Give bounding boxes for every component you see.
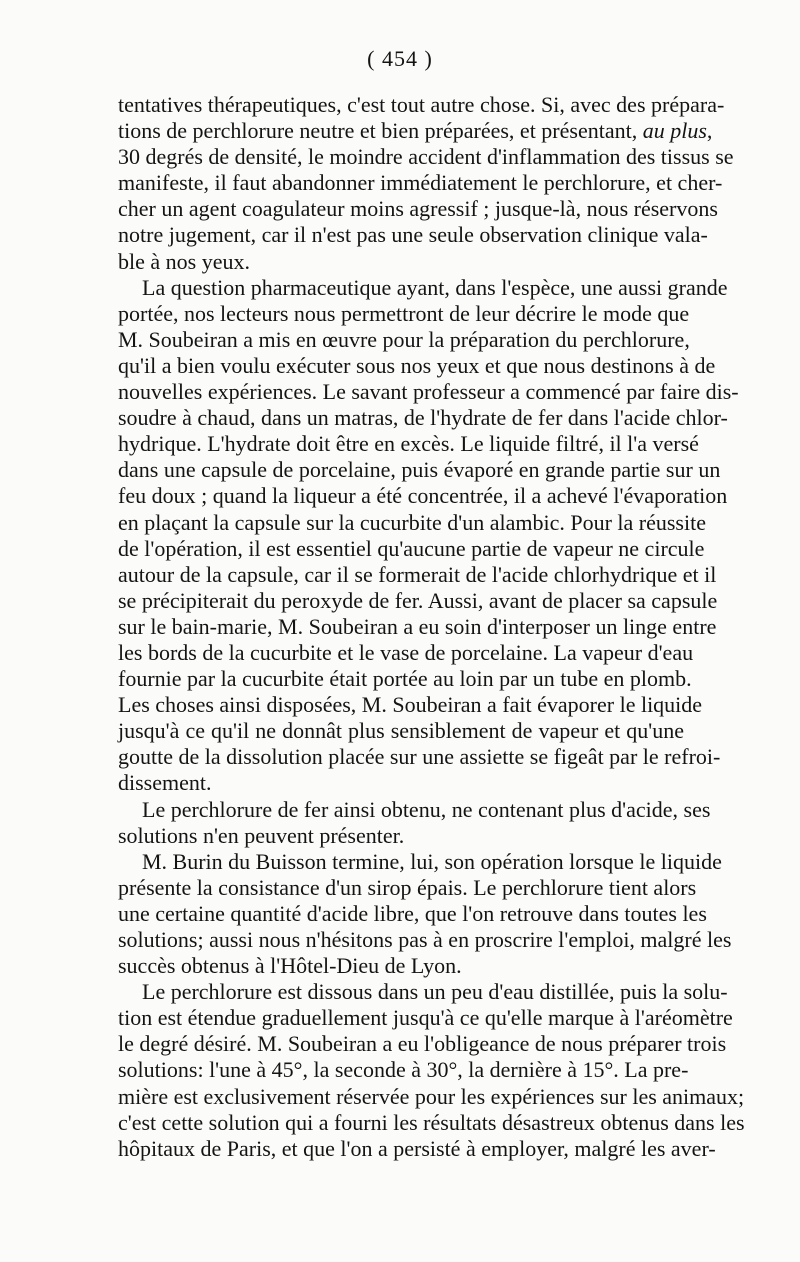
text-line: Les choses ainsi disposées, M. Soubeiran a fait évaporer le liquide (118, 692, 703, 718)
text-line: nouvelles expériences. Le savant professeur a commencé par faire dis- (118, 379, 739, 405)
text-line: succès obtenus à l'Hôtel-Dieu de Lyon. (118, 953, 462, 979)
paragraph-3 (118, 796, 711, 849)
text-line: de l'opération, il est essentiel qu'aucune partie de vapeur ne circule (118, 535, 705, 561)
text-line: Le perchlorure de fer ainsi obtenu, ne contenant plus d'acide, ses (142, 796, 711, 822)
text-line: M. Burin du Buisson termine, lui, son opération lorsque le liquide (142, 848, 722, 874)
text-line: dissement. (118, 770, 212, 796)
text-line: en plaçant la capsule sur la cucurbite d'un alambic. Pour la réussite (118, 509, 706, 535)
body-text (118, 92, 745, 1162)
text-line: jusqu'à ce qu'il ne donnât plus sensiblement de vapeur et qu'une (118, 718, 684, 744)
text-line: une certaine quantité d'acide libre, que l'on retrouve dans toutes les (118, 900, 707, 926)
paragraph-2 (118, 274, 739, 797)
text-line: c'est cette solution qui a fourni les résultats désastreux obtenus dans les (118, 1109, 745, 1135)
text-line: présente la consistance d'un sirop épais. Le perchlorure tient alors (118, 874, 697, 900)
text-line: dans une capsule de porcelaine, puis évaporé en grande partie sur un (118, 457, 721, 483)
text-line: tion est étendue graduellement jusqu'à ce qu'elle marque à l'aréomètre (118, 1005, 733, 1031)
text-line: solutions n'en peuvent présenter. (118, 822, 405, 848)
paragraph-4 (118, 848, 732, 979)
paragraph-1 (118, 92, 734, 275)
text-line: tentatives thérapeutiques, c'est tout autre chose. Si, avec des prépara- (118, 92, 725, 117)
page-number: ( 454 ) (367, 46, 433, 71)
paragraph-5 (118, 979, 745, 1162)
text-line: qu'il a bien voulu exécuter sous nos yeux et que nous destinons à de (118, 352, 716, 378)
text-line: ble à nos yeux. (118, 248, 250, 274)
text-line: Le perchlorure est dissous dans un peu d'eau distillée, puis la solu- (142, 979, 728, 1005)
text-line: La question pharmaceutique ayant, dans l'espèce, une aussi grande (142, 274, 728, 300)
text-line: se précipiterait du peroxyde de fer. Aussi, avant de placer sa capsule (118, 587, 718, 613)
text-line: sur le bain-marie, M. Soubeiran a eu soin d'interposer un linge entre (118, 613, 717, 639)
text-line: tions de perchlorure neutre et bien préparées, et présentant, au plus, (118, 118, 713, 144)
text-line: feu doux ; quand la liqueur a été concentrée, il a achevé l'évaporation (118, 483, 728, 509)
text-line: soudre à chaud, dans un matras, de l'hydrate de fer dans l'acide chlor- (118, 405, 728, 431)
text-line: solutions; aussi nous n'hésitons pas à en proscrire l'emploi, malgré les (118, 927, 732, 952)
text-line: hydrique. L'hydrate doit être en excès. Le liquide filtré, il l'a versé (118, 431, 699, 457)
text-line: 30 degrés de densité, le moindre accident d'inflammation des tissus se (118, 144, 734, 170)
text-line: manifeste, il faut abandonner immédiatement le perchlorure, et cher- (118, 170, 723, 196)
text-line: hôpitaux de Paris, et que l'on a persisté à employer, malgré les aver- (118, 1135, 716, 1161)
text-line: M. Soubeiran a mis en œuvre pour la préparation du perchlorure, (118, 326, 690, 352)
emphasis: au plus (642, 118, 707, 144)
text-line: mière est exclusivement réservée pour les expériences sur les animaux; (118, 1083, 745, 1109)
text-line: fournie par la cucurbite était portée au loin par un tube en plomb. (118, 666, 692, 692)
text-line: cher un agent coagulateur moins agressif ; jusque-là, nous réservons (118, 196, 718, 222)
text-line: goutte de la dissolution placée sur une assiette se figeât par le refroi- (118, 744, 721, 770)
text-line: les bords de la cucurbite et le vase de porcelaine. La vapeur d'eau (118, 639, 694, 665)
text-line: autour de la capsule, car il se formerait de l'acide chlorhydrique et il (118, 561, 717, 587)
text-line: solutions: l'une à 45°, la seconde à 30°, la dernière à 15°. La pre- (118, 1057, 689, 1083)
text-line: portée, nos lecteurs nous permettront de leur décrire le mode que (118, 300, 690, 326)
text-line: notre jugement, car il n'est pas une seule observation clinique vala- (118, 222, 708, 248)
text-line: le degré désiré. M. Soubeiran a eu l'obligeance de nous préparer trois (118, 1031, 727, 1057)
